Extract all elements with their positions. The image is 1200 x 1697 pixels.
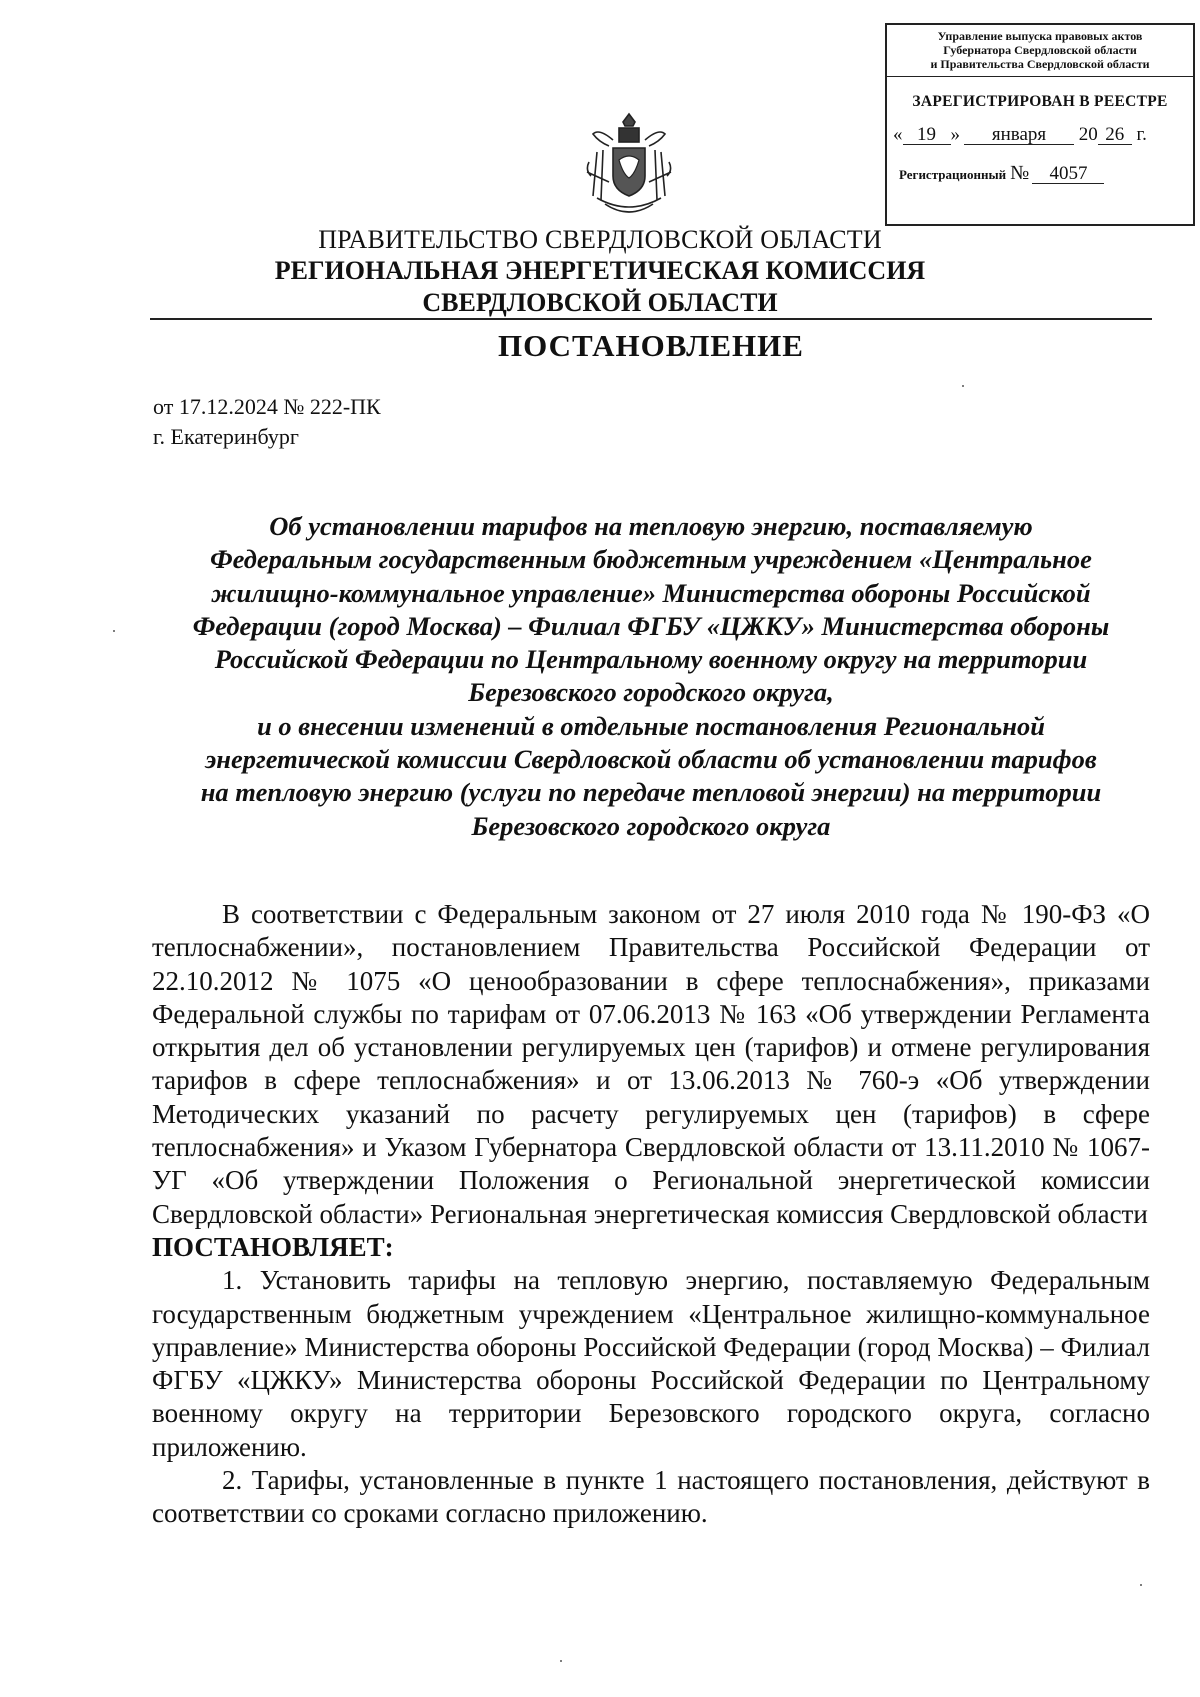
header-divider <box>150 318 1152 320</box>
registration-stamp <box>885 23 1195 226</box>
subject-line: Федеральным государственным бюджетным учреждением «Центральное <box>210 544 1092 575</box>
clause-2: 2. Тарифы, установленные в пункте 1 настоящего постановления, действуют в соответствии со сроками согласно приложению. <box>152 1465 1150 1529</box>
document-type: ПОСТАНОВЛЕНИЕ <box>498 328 804 363</box>
subject-line: энергетической комиссии Свердловской области об установлении тарифов <box>205 744 1097 775</box>
subject-line: Об установлении тарифов на тепловую энергию, поставляемую <box>269 511 1033 541</box>
subject-line: жилищно-коммунальное управление» Министерства обороны Российской <box>211 577 1091 608</box>
scan-speck <box>113 630 115 632</box>
stamp-reg-number <box>899 162 1193 185</box>
stamp-office-line: и Правительства Свердловской области <box>930 57 1150 71</box>
stamp-date-year-label: г. <box>1136 124 1147 145</box>
scan-speck <box>560 1660 562 1662</box>
scan-speck <box>1140 1584 1142 1586</box>
document-city: г. Екатеринбург <box>153 424 299 449</box>
document-subject <box>150 510 1152 843</box>
stamp-registered-label: ЗАРЕГИСТРИРОВАН В РЕЕСТРЕ <box>912 93 1168 110</box>
document-meta <box>153 392 381 452</box>
stamp-date-month: января <box>964 126 1074 145</box>
clause-1: 1. Установить тарифы на тепловую энергию, поставляемую Федеральным государственным бюджетным учреждением «Центральное жилищно-коммунальное управление» Министерства обороны Российской Федерации (город Москва) – Филиал ФГБУ «ЦЖКУ» Министерства обороны Российской Федерации по Центральному военному округу на территории Березовского городского округа, согласно приложению. <box>152 1265 1150 1462</box>
subject-line: Российской Федерации по Центральному военному округу на территории <box>214 644 1088 675</box>
document-date-number: от 17.12.2024 № 222-ПК <box>153 394 381 419</box>
commission-name: РЕГИОНАЛЬНАЯ ЭНЕРГЕТИЧЕСКАЯ КОМИССИЯ <box>274 256 926 285</box>
stamp-office-line: Губернатора Свердловской области <box>943 43 1137 57</box>
stamp-office <box>887 25 1193 77</box>
commission-region: СВЕРДЛОВСКОЙ ОБЛАСТИ <box>422 288 778 317</box>
stamp-reg-number-value: 4057 <box>1032 164 1104 184</box>
stamp-date-year-prefix: 20 <box>1078 124 1098 145</box>
subject-line: Федерации (город Москва) – Филиал ФГБУ «ЦЖКУ» Министерства обороны <box>192 610 1110 641</box>
government-name: ПРАВИТЕЛЬСТВО СВЕРДЛОВСКОЙ ОБЛАСТИ <box>318 225 882 254</box>
stamp-date-year-suffix: 26 <box>1098 126 1132 145</box>
subject-line: Березовского городского округа <box>471 810 831 841</box>
stamp-reg-number-label: Регистрационный <box>899 167 1007 182</box>
document-body <box>152 898 1150 1531</box>
stamp-date-day: 19 <box>903 126 951 145</box>
subject-line: на тепловую энергию (услуги по передаче тепловой энергии) на территории <box>200 777 1102 808</box>
scan-speck <box>962 385 964 387</box>
coat-of-arms-icon <box>579 112 679 220</box>
stamp-date: « 19 » января 20 26 г. <box>893 124 1147 145</box>
subject-line: и о внесении изменений в отдельные постановления Региональной <box>257 710 1045 741</box>
resolves-heading: ПОСТАНОВЛЯЕТ: <box>152 1231 394 1262</box>
subject-line: Березовского городского округа, <box>468 677 834 708</box>
preamble-paragraph: В соответствии с Федеральным законом от 27 июля 2010 года № 190-ФЗ «О теплоснабжении», постановлением Правительства Российской Федерации от 22.10.2012 № 1075 «О ценообразовании в сфере теплоснабжения», приказами Федеральной службы по тарифам от 07.06.2013 № 163 «Об утверждении Регламента открытия дел об установлении регулируемых цен (тарифов) и отмене регулирования тарифов в сфере теплоснабжения» и от 13.06.2013 № 760-э «Об утверждении Методических указаний по расчету регулируемых цен (тарифов) в сфере теплоснабжения» и Указом Губернатора Свердловской области от 13.11.2010 № 1067-УГ «Об утверждении Положения о Региональной энергетической комиссии Свердловской области» Региональная энергетическая комиссия Свердловской области <box>152 899 1150 1229</box>
stamp-office-line: Управление выпуска правовых актов <box>937 29 1143 43</box>
stamp-reg-number-sign: № <box>1010 162 1030 184</box>
